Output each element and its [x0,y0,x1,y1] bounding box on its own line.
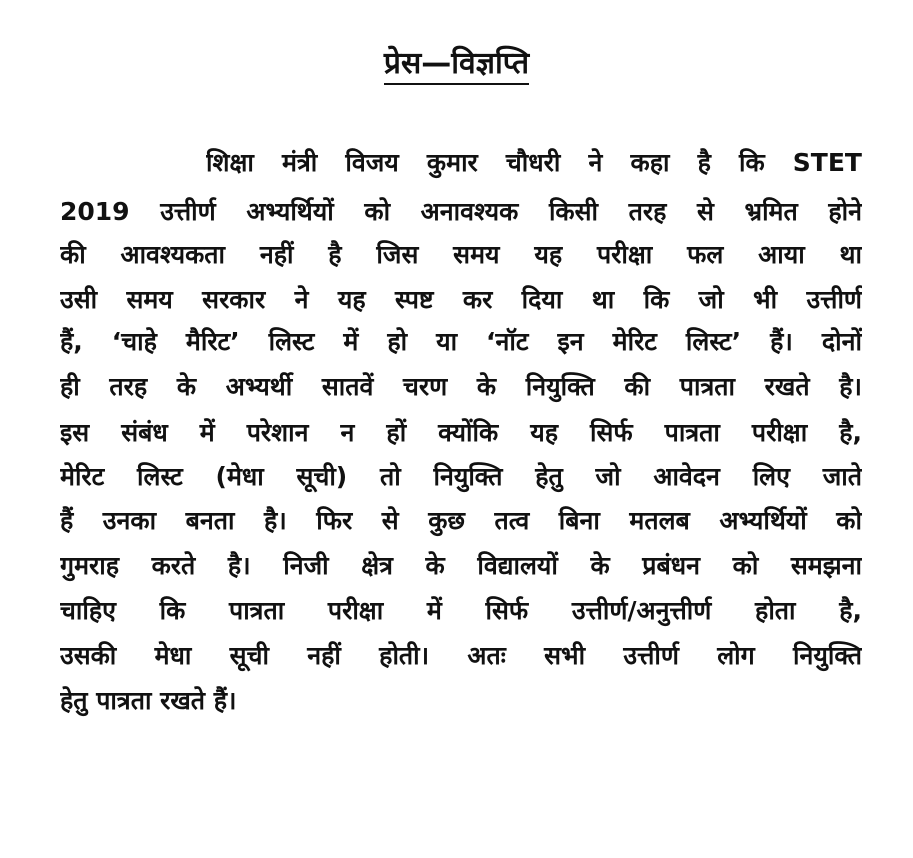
body-line-5: हैं, ‘चाहे मैरिट’ लिस्ट में हो या ‘नॉट इन मेरिट लिस्ट’ हैं। दोनों [60,327,862,356]
body-line-13: हेतु पात्रता रखते हैं। [60,686,237,715]
body-line-8: मेरिट लिस्ट (मेधा सूची) तो नियुक्ति हेतु जो आवेदन लिए जाते [60,462,862,491]
body-line-3: की आवश्यकता नहीं है जिस समय यह परीक्षा फल आया था [60,240,862,269]
body-line-6: ही तरह के अभ्यर्थी सातवें चरण के नियुक्ति की पात्रता रखते है। [60,372,862,401]
body-line-7: इस संबंध में परेशान न हों क्योंकि यह सिर्फ पात्रता परीक्षा है, [60,418,862,447]
body-line-2: 2019 उत्तीर्ण अभ्यर्थियों को अनावश्यक किसी तरह से भ्रमित होने [60,197,862,226]
document-title-text: प्रेस—विज्ञप्ति [384,46,529,85]
body-line-9: हैं उनका बनता है। फिर से कुछ तत्व बिना मतलब अभ्यर्थियों को [60,506,862,535]
body-line-4: उसी समय सरकार ने यह स्पष्ट कर दिया था कि जो भी उत्तीर्ण [60,285,862,314]
document-title [0,44,913,84]
body-line-12: उसकी मेधा सूची नहीं होती। अतः सभी उत्तीर्ण लोग नियुक्ति [60,641,862,670]
body-line-10: गुमराह करते है। निजी क्षेत्र के विद्यालयों के प्रबंधन को समझना [60,551,862,580]
body-line-11: चाहिए कि पात्रता परीक्षा में सिर्फ उत्तीर्ण/अनुत्तीर्ण होता है, [60,596,862,625]
body-line-1: शिक्षा मंत्री विजय कुमार चौधरी ने कहा है कि STET [206,148,862,177]
